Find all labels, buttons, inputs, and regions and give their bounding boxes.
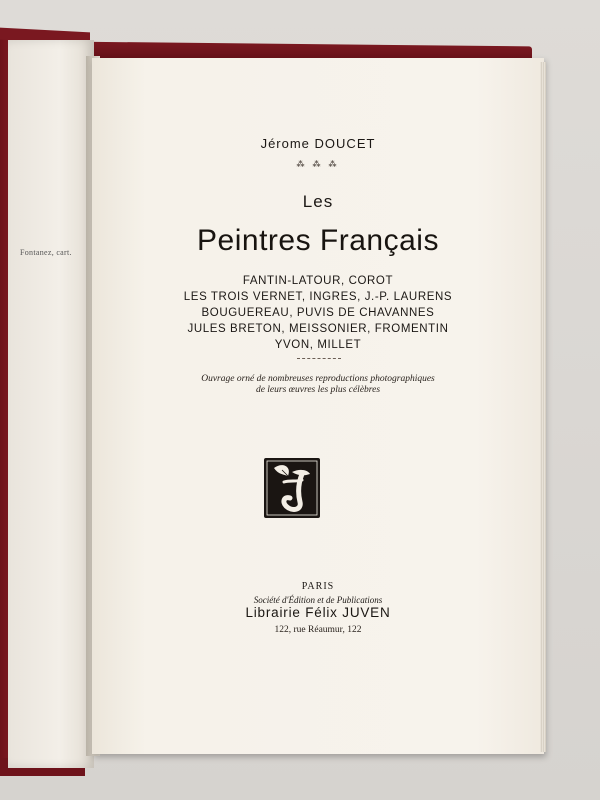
- author-first-name: Jérome: [260, 136, 310, 151]
- painters-line: FANTIN-LATOUR, COROT: [242, 275, 394, 287]
- publication-city: PARIS: [301, 581, 335, 592]
- painters-line: JULES BRETON, MEISSONIER, FROMENTIN: [187, 323, 449, 335]
- painters-line: BOUGUEREAU, PUVIS DE CHAVANNES: [201, 307, 435, 319]
- small-rule-divider: [297, 358, 341, 359]
- publisher-address: 122, rue Réaumur, 122: [274, 625, 362, 635]
- painters-line: YVON, MILLET: [274, 339, 362, 351]
- leaf-monogram-icon: [262, 456, 322, 520]
- title-article: Les: [302, 192, 334, 211]
- author-name: [92, 136, 544, 151]
- left-page: [8, 40, 94, 768]
- painters-line: LES TROIS VERNET, INGRES, J.-P. LAURENS: [183, 291, 453, 303]
- author-last-name: DOUCET: [314, 136, 376, 151]
- painters-list: [92, 273, 544, 353]
- ornament-divider: ⁂ ⁂ ⁂: [296, 160, 340, 169]
- publishing-society: Société d'Édition et de Publications: [253, 595, 383, 605]
- subtitle-line-2: de leurs œuvres les plus célèbres: [255, 385, 381, 395]
- subtitle: [92, 374, 544, 396]
- left-page-text-fragment: Fontanez, cart.: [20, 248, 72, 257]
- book-title: Peintres Français: [197, 224, 439, 257]
- subtitle-line-1: Ouvrage orné de nombreuses reproductions photographiques: [201, 374, 435, 384]
- publisher-name: Librairie Félix JUVEN: [245, 605, 391, 620]
